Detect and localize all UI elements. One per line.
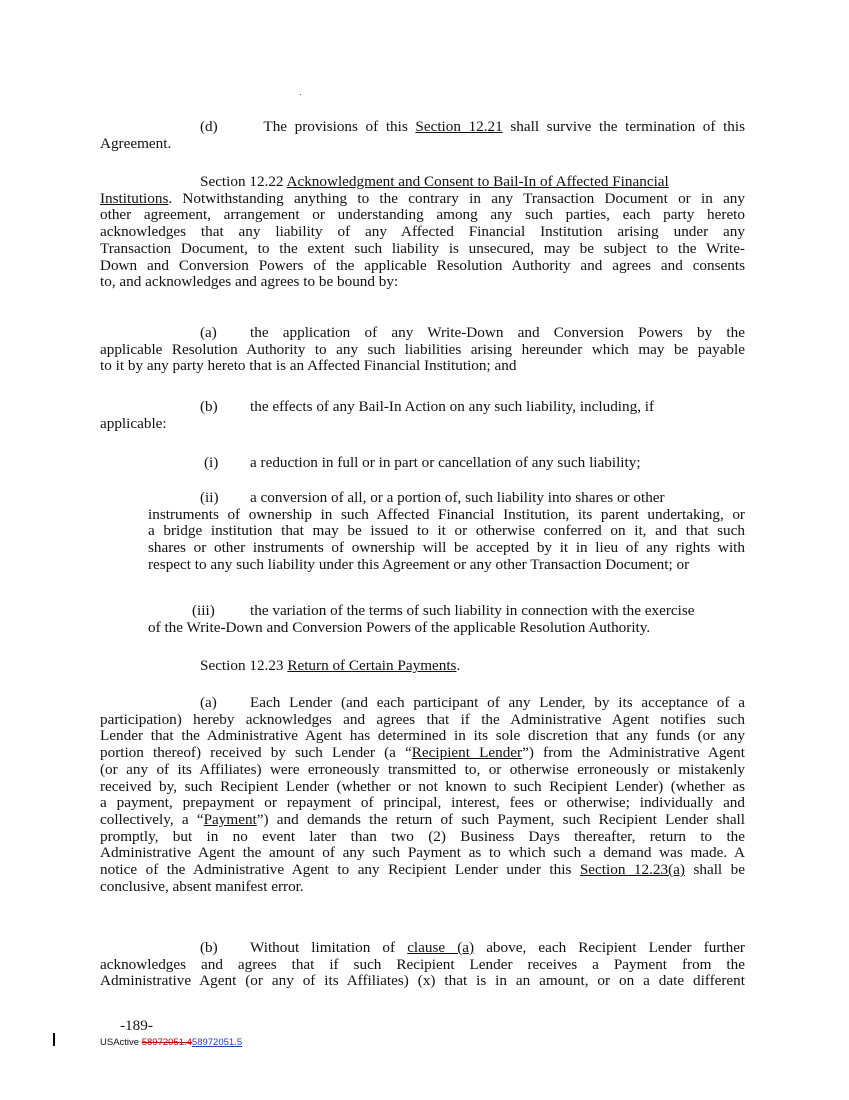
paragraph-b-without-limitation: (b) Without limitation of clause (a) above, each Recipient Lender further acknowledges and agrees that if such Recipient Lender receives a Payment from the Administrative Agent (or any of its Affiliates) (x) that is in an amount, or on a date different [100, 939, 745, 990]
section-12-22: Section 12.22 Acknowledgment and Consent to Bail-In of Affected Financial Institutions. Notwithstanding anything to the contrary in any Transaction Document or in any other agreement, arrangement or understanding among any such parties, each party hereto acknowledges that any liability of any Affected Financial Institution arising under any Transaction Document, to the extent such liability is unsecured, may be subject to the Write- Down and Conversion Powers of the applicable Resolution Authority and agrees and consents to, and acknowledges and agrees to be bound by: [100, 173, 745, 291]
deleted-doc-id: 58972051.4 [141, 1037, 192, 1048]
page-number: -189- [120, 1017, 153, 1034]
section-12-23-heading: Return of Certain Payments [287, 657, 457, 674]
paragraph-a-each-lender: (a) Each Lender (and each participant of any Lender, by its acceptance of a participation) hereby acknowledges and agrees that if the Administrative Agent notifies such Lender that the Administrative Agent has determined in its sole discretion that any funds (or any portion thereof) received by such Lender (a “Recipient Lender”) from the Administrative Agent (or any of its Affiliates) were erroneously transmitted to, or otherwise erroneously or mistakenly received by, such Recipient Lender (whether or not known to such Recipient Lender) (whether as a payment, prepayment or repayment of principal, interest, fees or otherwise; individually and collectively, a “Payment”) and demands the return of such Payment, such Recipient Lender shall promptly, but in no event later than two (2) Business Days thereafter, return to the Administrative Agent the amount of any such Payment as to which such a demand was made. A notice of the Administrative Agent to any Recipient Lender under this Section 12.23(a) shall be conclusive, absent manifest error. [100, 694, 745, 895]
paragraph-d: (d) The provisions of this Section 12.21 shall survive the termination of this Agreement. [100, 118, 746, 152]
section-ref-12-21: Section 12.21 [415, 118, 503, 135]
paragraph-b-effects: (b) the effects of any Bail-In Action on any such liability, including, if applicable: [100, 398, 655, 432]
change-bar [53, 1033, 55, 1046]
term-recipient-lender: Recipient Lender [411, 744, 523, 762]
document-id: USActive 58972051.458972051.5 [100, 1037, 243, 1048]
clause-ii: (ii) a conversion of all, or a portion of, such liability into shares or other instruments of ownership in such Affected Financial Institution, its parent undertaking, or a bridge institution that may be issued to it or otherwise conferred on it, and that such shares or other instruments of ownership will be accepted by it in lieu of any rights with respect to any such liability under this Agreement or any other Transaction Document; or [148, 489, 745, 573]
clause-iii: (iii) the variation of the terms of such liability in connection with the exercise of the Write-Down and Conversion Powers of the applicable Resolution Authority. [148, 602, 695, 636]
term-payment: Payment [203, 810, 257, 828]
inserted-doc-id: 58972051.5 [191, 1037, 243, 1048]
section-12-22-heading: Acknowledgment and Consent to Bail-In of Affected Financial [286, 173, 669, 190]
section-ref-12-23a: Section 12.23(a) [579, 861, 685, 879]
stray-dot [300, 94, 301, 95]
clause-i: (i) a reduction in full or in part or cancellation of any such liability; [204, 454, 641, 471]
paragraph-a-application: (a) the application of any Write-Down and Conversion Powers by the applicable Resolution Authority to any such liabilities arising hereunder which may be payable to it by any party hereto that is an Affected Financial Institution; and [100, 324, 745, 375]
section-12-23: Section 12.23 Return of Certain Payments. [200, 657, 461, 674]
clause-ref-a: clause (a) [407, 939, 475, 956]
